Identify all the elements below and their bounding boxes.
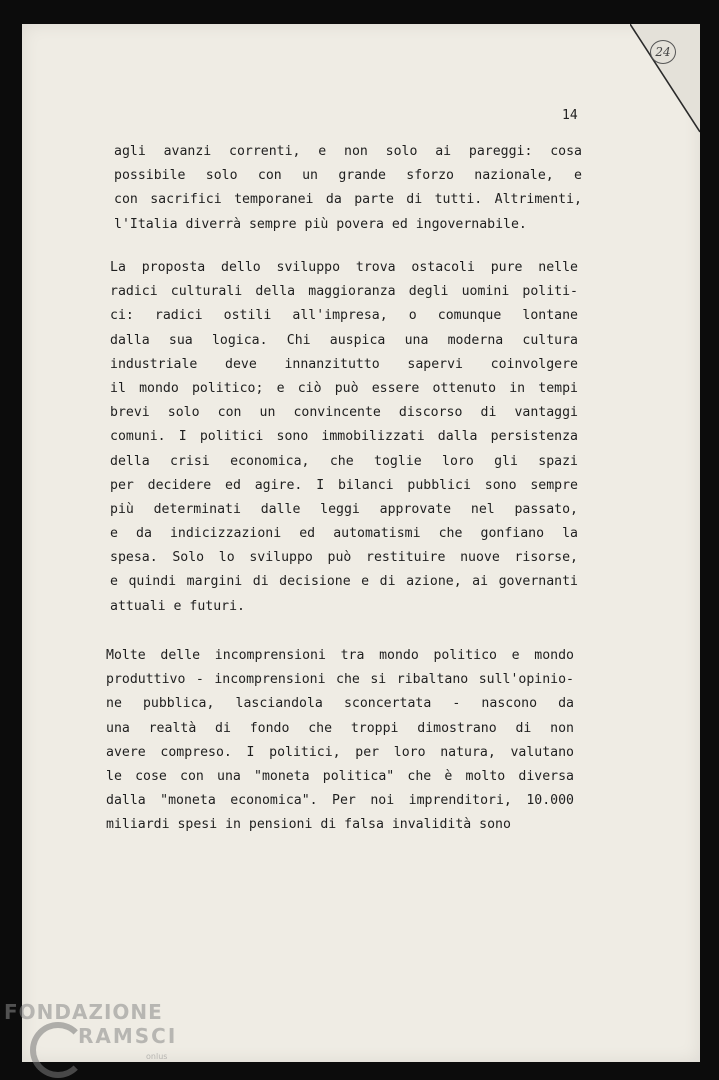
watermark-line-2: RAMSCI bbox=[78, 1024, 178, 1048]
text-line: dalla "moneta economica". Per noi imprenditori, 10.000 bbox=[106, 793, 574, 809]
archive-number: 24 bbox=[650, 40, 676, 64]
text-line: il mondo politico; e ciò può essere ottenuto in tempi bbox=[110, 380, 578, 396]
text-line: ne pubblica, lasciandola sconcertata - nascono da bbox=[106, 696, 574, 712]
text-line: più determinati dalle leggi approvate nel passato, bbox=[110, 501, 578, 517]
text-line: La proposta dello sviluppo trova ostacoli pure nelle bbox=[110, 260, 578, 275]
text-line: dalla sua logica. Chi auspica una moderna cultura bbox=[110, 332, 578, 348]
text-line: l'Italia diverrà sempre più povera ed ingovernabile. bbox=[114, 216, 527, 232]
text-line: della crisi economica, che toglie loro gli spazi bbox=[110, 453, 578, 469]
text-line: e da indicizzazioni ed automatismi che gonfiano la bbox=[110, 526, 578, 542]
text-line: brevi solo con un convincente discorso di vantaggi bbox=[110, 405, 578, 421]
text-line: avere compreso. I politici, per loro natura, valutano bbox=[106, 744, 574, 760]
text-line: radici culturali della maggioranza degli uomini politi- bbox=[110, 284, 578, 300]
page-number: 14 bbox=[562, 108, 578, 123]
text-line: con sacrifici temporanei da parte di tutti. Altrimenti, bbox=[114, 192, 582, 208]
watermark-line-3: onlus bbox=[146, 1052, 168, 1061]
text-line: Molte delle incomprensioni tra mondo politico e mondo bbox=[106, 648, 574, 663]
text-line: spesa. Solo lo sviluppo può restituire nuove risorse, bbox=[110, 550, 578, 566]
text-line: miliardi spesi in pensioni di falsa invalidità sono bbox=[106, 817, 511, 833]
text-line: industriale deve innanzitutto sapervi coinvolgere bbox=[110, 356, 578, 372]
watermark-line-1: FONDAZIONE bbox=[4, 1000, 163, 1024]
text-line: e quindi margini di decisione e di azione, ai governanti bbox=[110, 574, 578, 590]
text-line: per decidere ed agire. I bilanci pubblici sono sempre bbox=[110, 477, 578, 493]
text-line: comuni. I politici sono immobilizzati dalla persistenza bbox=[110, 429, 578, 445]
text-line: una realtà di fondo che troppi dimostrano di non bbox=[106, 720, 574, 736]
document-page bbox=[22, 24, 700, 1062]
text-line: ci: radici ostili all'impresa, o comunque lontane bbox=[110, 308, 578, 324]
text-line: produttivo - incomprensioni che si ribaltano sull'opinio- bbox=[106, 672, 574, 688]
fondazione-gramsci-watermark bbox=[4, 1000, 184, 1080]
text-line: agli avanzi correnti, e non solo ai pareggi: cosa bbox=[114, 144, 582, 159]
text-line: possibile solo con un grande sforzo nazionale, e bbox=[114, 168, 582, 184]
text-line: le cose con una "moneta politica" che è molto diversa bbox=[106, 768, 574, 784]
paragraph-3 bbox=[106, 644, 574, 838]
text-line: attuali e futuri. bbox=[110, 598, 245, 614]
paragraph-1 bbox=[114, 140, 582, 237]
paragraph-2 bbox=[110, 256, 578, 619]
